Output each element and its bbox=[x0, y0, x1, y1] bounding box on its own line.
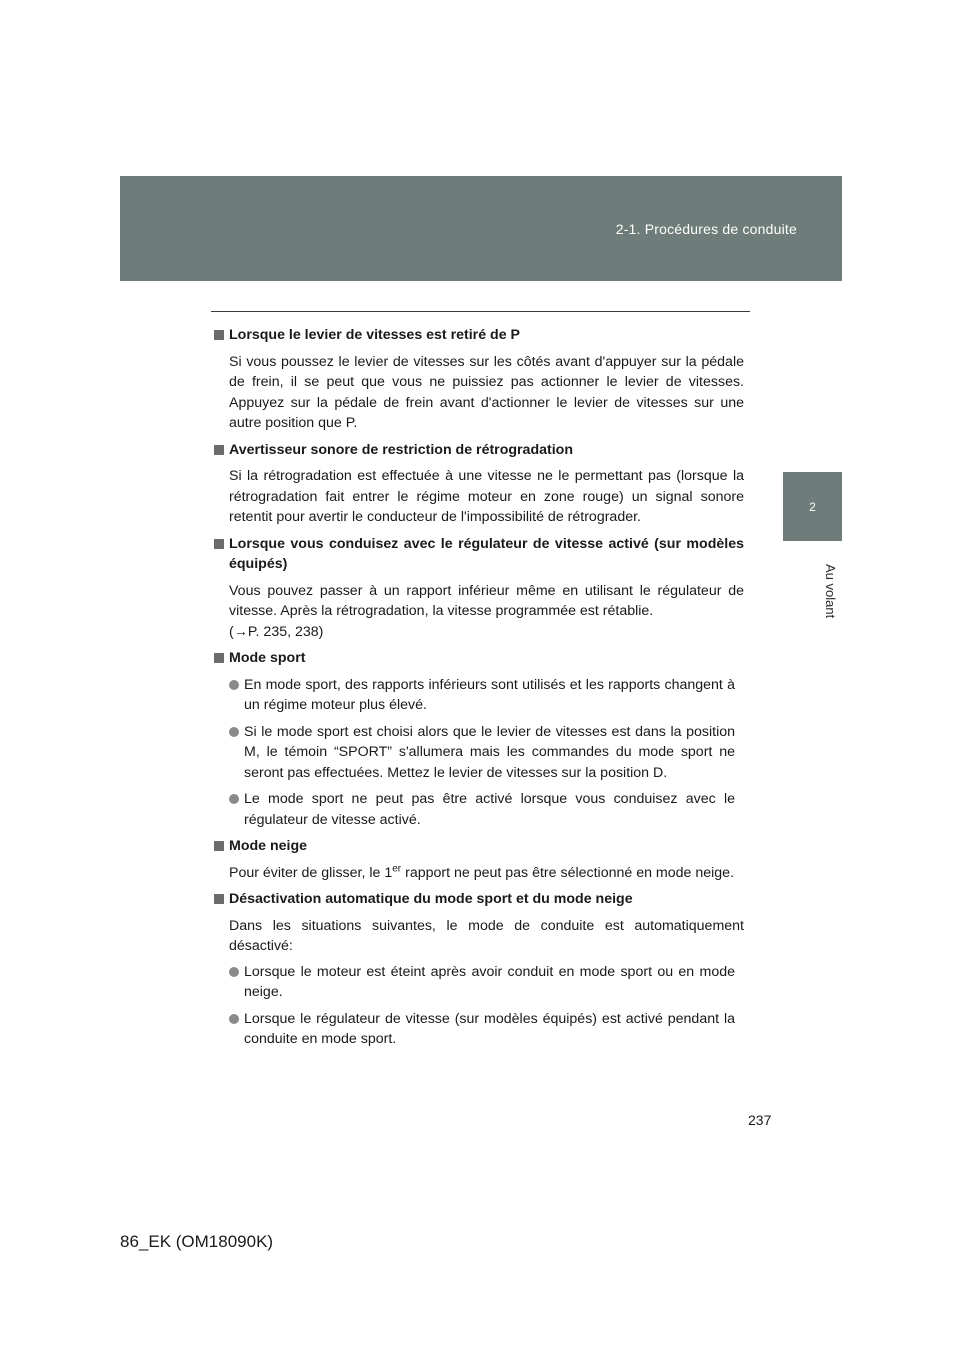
round-bullet-icon bbox=[229, 727, 239, 737]
paragraph: Si vous poussez le levier de vitesses sur les côtés avant d'appuyer sur la pédale de frein, il se peut que vous ne puissiez pas actionner le levier de vitesses. Appuyez sur la pédale de frein avant d'actionner le levier de vitesses sur une autre position que P. bbox=[229, 353, 744, 431]
paragraph: Si la rétrogradation est effectuée à une vitesse ne le permettant pas (lorsque la rétrogradation fait entrer le régime moteur en zone rouge) un signal sonore retentit pour avertir le conducteur de l'impossibilité de rétrograder. bbox=[229, 468, 744, 525]
page-content bbox=[214, 325, 744, 1056]
round-bullet-icon bbox=[229, 1014, 239, 1024]
section-heading: Mode sport bbox=[214, 648, 744, 669]
paragraph: Dans les situations suivantes, le mode de conduite est automatiquement désactivé: bbox=[229, 917, 744, 954]
paragraph: Vous pouvez passer à un rapport inférieur même en utilisant le régulateur de vitesse. Après la rétrogradation, la vitesse programmée est rétablie. bbox=[229, 582, 744, 619]
square-bullet-icon bbox=[214, 894, 224, 904]
section-title: 2-1. Procédures de conduite bbox=[615, 221, 797, 237]
list-item: Le mode sport ne peut pas être activé lorsque vous conduisez avec le régulateur de vitesse activé. bbox=[229, 789, 735, 830]
round-bullet-icon bbox=[229, 680, 239, 690]
list-item: Lorsque le moteur est éteint après avoir conduit en mode sport ou en mode neige. bbox=[229, 962, 735, 1003]
section-snow-mode bbox=[214, 836, 744, 883]
section-heading: Lorsque vous conduisez avec le régulateur de vitesse activé (sur modèles équipés) bbox=[214, 534, 744, 575]
list-item: Si le mode sport est choisi alors que le levier de vitesses est dans la position M, le témoin “SPORT” s'allumera mais les commandes du mode sport ne seront pas effectuées. Mettez le levier de vitesses sur la position D. bbox=[229, 722, 735, 784]
section-auto-deactivation bbox=[214, 889, 744, 1050]
chapter-label: Au volant bbox=[823, 563, 838, 619]
square-bullet-icon bbox=[214, 330, 224, 340]
round-bullet-icon bbox=[229, 967, 239, 977]
section-downshift-warning bbox=[214, 440, 744, 528]
header-band bbox=[120, 176, 842, 281]
section-sport-mode bbox=[214, 648, 744, 830]
header-rule bbox=[211, 311, 750, 312]
square-bullet-icon bbox=[214, 539, 224, 549]
section-heading: Lorsque le levier de vitesses est retiré de P bbox=[214, 325, 744, 346]
list-item: Lorsque le régulateur de vitesse (sur modèles équipés) est activé pendant la conduite en mode sport. bbox=[229, 1009, 735, 1050]
section-heading: Désactivation automatique du mode sport et du mode neige bbox=[214, 889, 744, 910]
section-heading: Avertisseur sonore de restriction de rétrogradation bbox=[214, 440, 744, 461]
square-bullet-icon bbox=[214, 653, 224, 663]
list-item: En mode sport, des rapports inférieurs sont utilisés et les rapports changent à un régime moteur plus élevé. bbox=[229, 675, 735, 716]
round-bullet-icon bbox=[229, 794, 239, 804]
square-bullet-icon bbox=[214, 841, 224, 851]
page-number: 237 bbox=[748, 1112, 772, 1128]
page-reference: (→P. 235, 238) bbox=[229, 623, 324, 640]
paragraph: Pour éviter de glisser, le 1er rapport ne peut pas être sélectionné en mode neige. bbox=[229, 862, 735, 881]
section-heading: Mode neige bbox=[214, 836, 744, 857]
square-bullet-icon bbox=[214, 445, 224, 455]
chapter-tab bbox=[783, 472, 842, 541]
section-lever-removed bbox=[214, 325, 744, 434]
section-cruise-control bbox=[214, 534, 744, 643]
manual-code: 86_EK (OM18090K) bbox=[120, 1232, 274, 1251]
chapter-number: 2 bbox=[809, 500, 816, 514]
